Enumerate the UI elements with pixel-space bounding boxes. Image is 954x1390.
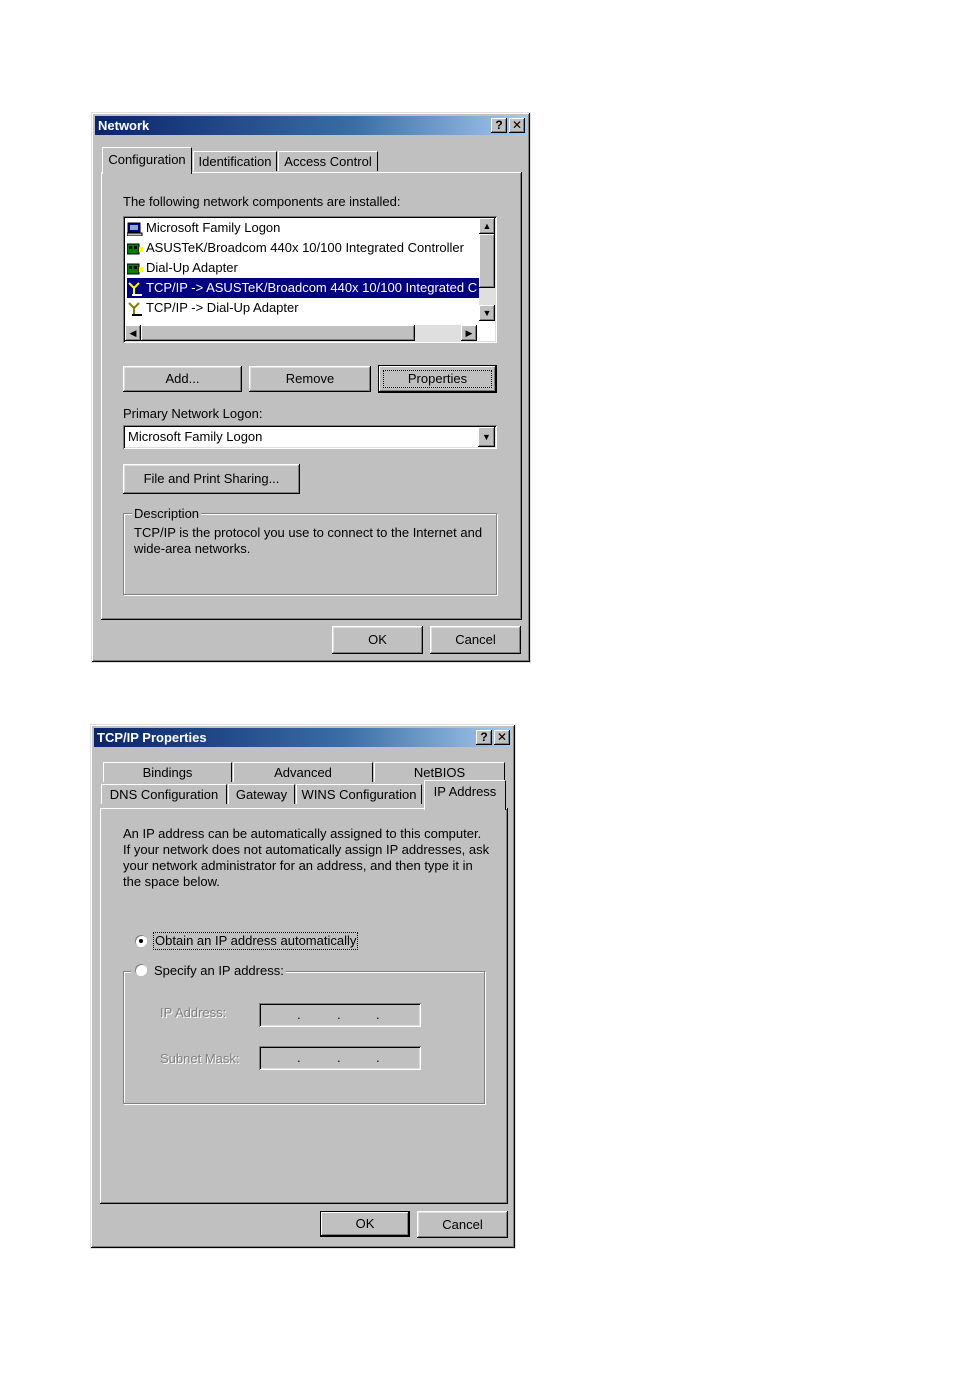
cancel-button[interactable] xyxy=(417,1211,508,1238)
network-title: Network xyxy=(98,118,150,133)
tab-dns-configuration[interactable]: DNS Configuration xyxy=(101,784,227,804)
obtain-ip-radio[interactable] xyxy=(135,935,147,947)
subnet-mask-label: Subnet Mask: xyxy=(160,1051,240,1066)
ip-address-label: IP Address: xyxy=(160,1005,227,1020)
mask-dot-separator: . xyxy=(297,1050,301,1065)
component-label: ASUSTeK/Broadcom 440x 10/100 Integrated Controller xyxy=(146,240,464,255)
obtain-ip-text: Obtain an IP address automatically xyxy=(155,933,357,948)
network-card-icon xyxy=(127,242,143,256)
description-text-line1: TCP/IP is the protocol you use to connect to the Internet and xyxy=(134,525,483,540)
scroll-hthumb[interactable] xyxy=(141,325,415,341)
obtain-ip-label[interactable] xyxy=(153,932,358,950)
add-button-label: Add... xyxy=(165,371,200,386)
network-titlebar[interactable] xyxy=(95,116,527,135)
description-text-line2: wide-area networks. xyxy=(134,541,251,556)
tab-ip-address[interactable]: IP Address xyxy=(424,780,506,810)
vertical-scrollbar[interactable] xyxy=(479,218,495,321)
mask-dot-separator: . xyxy=(337,1050,341,1065)
remove-button[interactable] xyxy=(249,366,371,392)
chevron-down-icon[interactable]: ▼ xyxy=(478,427,495,447)
protocol-icon xyxy=(127,282,143,296)
intro-line1: An IP address can be automatically assigned to this computer. xyxy=(123,826,482,841)
component-label: TCP/IP -> ASUSTeK/Broadcom 440x 10/100 Integrated C xyxy=(146,280,478,295)
ip-dot-separator: . xyxy=(376,1007,380,1022)
ip-address-field xyxy=(259,1003,421,1027)
ok-button[interactable] xyxy=(321,1212,409,1236)
list-item[interactable] xyxy=(127,298,479,318)
specify-ip-title xyxy=(131,963,286,979)
components-label: The following network components are installed: xyxy=(123,194,401,209)
scroll-down-icon[interactable]: ▼ xyxy=(479,305,495,321)
component-label: TCP/IP -> Dial-Up Adapter xyxy=(146,300,299,315)
tab-access-control[interactable]: Access Control xyxy=(278,151,378,171)
remove-button-label: Remove xyxy=(285,371,335,386)
list-item[interactable] xyxy=(127,218,479,238)
tab-gateway[interactable]: Gateway xyxy=(228,784,295,804)
components-list[interactable] xyxy=(123,216,497,343)
tcpip-properties-dialog xyxy=(90,724,516,1249)
intro-line3: your network administrator for an address, and then type it in xyxy=(123,858,473,873)
tab-wins-configuration[interactable]: WINS Configuration xyxy=(296,784,422,804)
tab-identification[interactable]: Identification xyxy=(193,151,277,171)
add-button[interactable] xyxy=(123,366,242,392)
primary-logon-label: Primary Network Logon: xyxy=(123,406,263,421)
ip-dot-separator: . xyxy=(337,1007,341,1022)
radio-dot xyxy=(139,939,143,943)
properties-button[interactable] xyxy=(379,366,496,392)
intro-line4: the space below. xyxy=(123,874,220,889)
network-dialog xyxy=(91,112,531,663)
cancel-button-label: Cancel xyxy=(455,632,496,647)
file-print-sharing-label: File and Print Sharing... xyxy=(143,471,280,486)
close-button[interactable]: ✕ xyxy=(509,118,525,133)
tab-netbios[interactable]: NetBIOS xyxy=(374,762,505,782)
scroll-right-icon[interactable]: ▶ xyxy=(461,325,477,341)
ok-button-label: OK xyxy=(355,1216,375,1231)
network-card-icon xyxy=(127,262,143,276)
component-label: Microsoft Family Logon xyxy=(146,220,281,235)
ok-button[interactable] xyxy=(332,626,423,654)
cancel-button-label: Cancel xyxy=(442,1217,483,1232)
list-item-selected[interactable] xyxy=(127,278,479,298)
tab-configuration[interactable]: Configuration xyxy=(102,147,192,174)
tcpip-title: TCP/IP Properties xyxy=(97,730,207,745)
intro-line2: If your network does not automatically assign IP addresses, ask xyxy=(123,842,490,857)
cancel-button[interactable] xyxy=(430,626,521,654)
horizontal-scrollbar[interactable] xyxy=(125,325,477,341)
scroll-thumb[interactable] xyxy=(479,234,495,288)
ok-button-label: OK xyxy=(368,632,387,647)
list-item[interactable] xyxy=(127,238,479,258)
help-button[interactable]: ? xyxy=(476,730,492,745)
tcpip-titlebar[interactable] xyxy=(94,728,512,747)
list-item[interactable] xyxy=(127,258,479,278)
mask-dot-separator: . xyxy=(376,1050,380,1065)
specify-ip-label[interactable]: Specify an IP address: xyxy=(154,963,284,978)
protocol-icon xyxy=(127,302,143,316)
subnet-mask-field xyxy=(259,1046,421,1070)
scroll-up-icon[interactable]: ▲ xyxy=(479,218,495,234)
computer-icon xyxy=(127,222,143,236)
specify-ip-group xyxy=(123,971,485,1104)
component-label: Dial-Up Adapter xyxy=(146,260,238,275)
help-button[interactable]: ? xyxy=(491,118,507,133)
specify-ip-radio[interactable] xyxy=(135,964,147,976)
description-title: Description xyxy=(134,506,200,521)
scroll-left-icon[interactable]: ◀ xyxy=(125,325,141,341)
primary-logon-value: Microsoft Family Logon xyxy=(128,429,263,444)
ip-dot-separator: . xyxy=(297,1007,301,1022)
properties-button-label: Properties xyxy=(407,371,468,386)
file-print-sharing-button[interactable] xyxy=(123,464,300,494)
primary-logon-select[interactable] xyxy=(123,425,497,449)
close-button[interactable]: ✕ xyxy=(494,730,510,745)
tab-bindings[interactable]: Bindings xyxy=(103,762,232,782)
tab-advanced[interactable]: Advanced xyxy=(233,762,373,782)
